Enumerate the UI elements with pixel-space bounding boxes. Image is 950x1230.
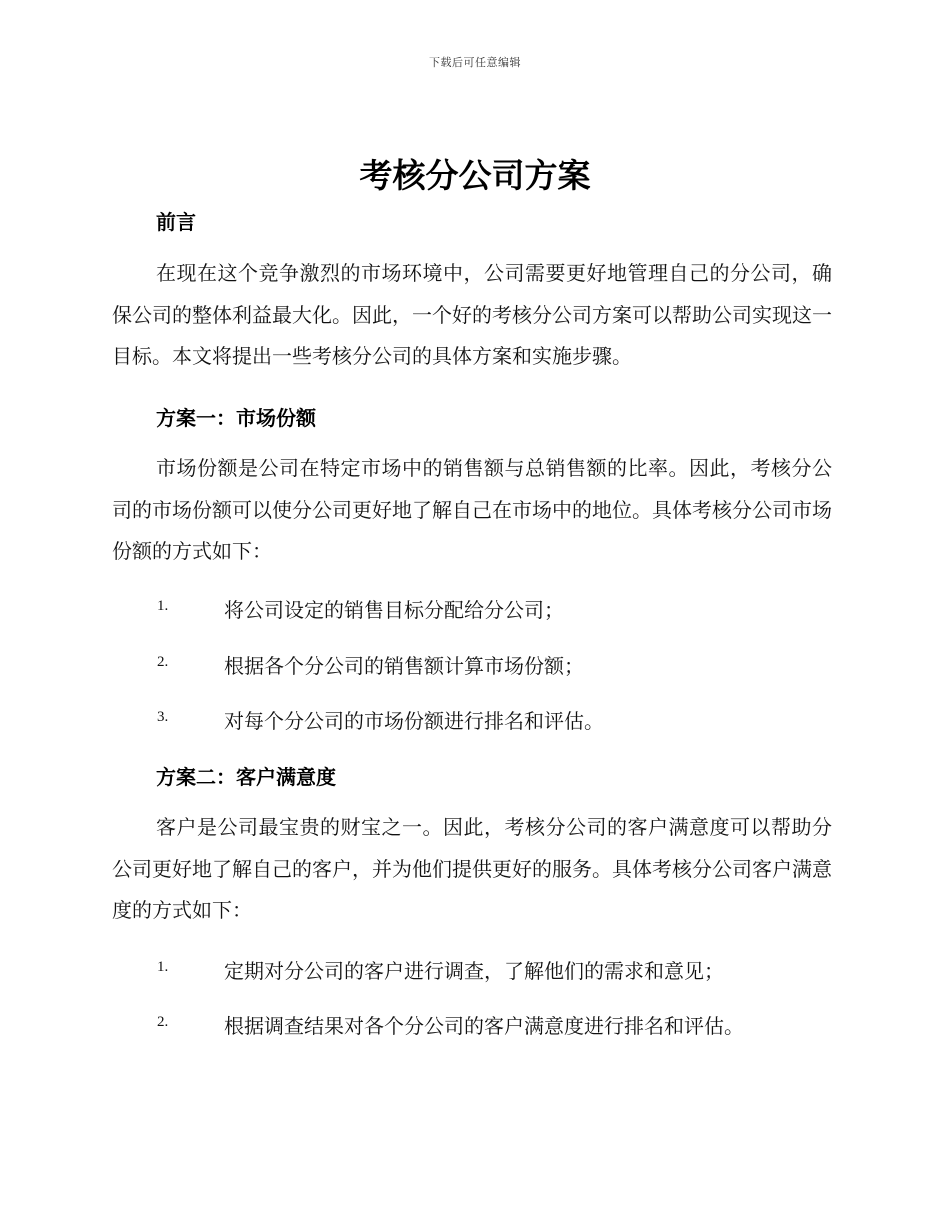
list-number: 2. xyxy=(157,654,169,670)
list-text: 根据各个分公司的销售额计算市场份额； xyxy=(224,654,584,678)
intro-paragraph: 在现在这个竞争激烈的市场环境中，公司需要更好地管理自己的分公司，确保公司的整体利益最大化。因此，一个好的考核分公司方案可以帮助公司实现这一目标。本文将提出一些考核分公司的具体方案和实施步骤。 xyxy=(112,261,832,368)
intro-heading: 前言 xyxy=(156,210,196,234)
list-number: 1. xyxy=(157,959,169,975)
list-number: 1. xyxy=(157,598,169,614)
list-text: 根据调查结果对各个分公司的客户满意度进行排名和评估。 xyxy=(224,1014,744,1038)
list-number: 2. xyxy=(157,1014,169,1030)
list-item xyxy=(0,705,950,735)
list-item xyxy=(0,1010,950,1040)
list-item xyxy=(0,594,950,624)
list-item xyxy=(0,650,950,680)
plan1-heading: 方案一：市场份额 xyxy=(156,406,316,430)
list-number: 3. xyxy=(157,709,169,725)
plan1-paragraph: 市场份额是公司在特定市场中的销售额与总销售额的比率。因此，考核分公司的市场份额可以使分公司更好地了解自己在市场中的地位。具体考核分公司市场份额的方式如下： xyxy=(112,456,832,563)
list-item xyxy=(0,955,950,985)
list-text: 定期对分公司的客户进行调查，了解他们的需求和意见； xyxy=(224,959,724,983)
plan2-heading: 方案二：客户满意度 xyxy=(156,765,336,789)
plan2-paragraph: 客户是公司最宝贵的财宝之一。因此，考核分公司的客户满意度可以帮助分公司更好地了解自己的客户，并为他们提供更好的服务。具体考核分公司客户满意度的方式如下： xyxy=(112,815,832,922)
header-note: 下载后可任意编辑 xyxy=(429,56,521,69)
list-text: 对每个分公司的市场份额进行排名和评估。 xyxy=(224,709,604,733)
document-title: 考核分公司方案 xyxy=(359,156,591,195)
list-text: 将公司设定的销售目标分配给分公司； xyxy=(224,598,564,622)
